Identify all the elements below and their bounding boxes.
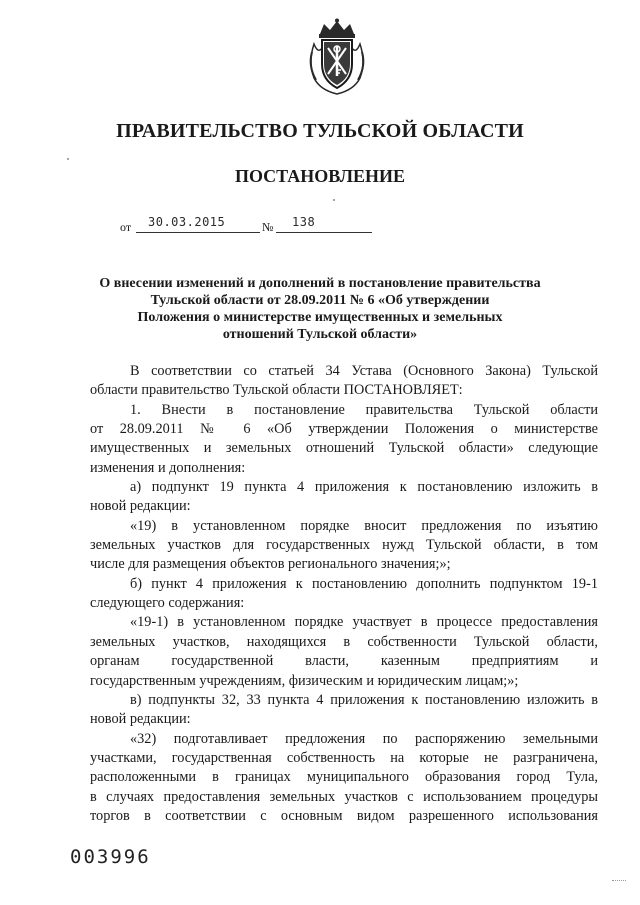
date-from-label: от bbox=[120, 220, 132, 234]
body-line: 1. Внести в постановление правительства Тульской области bbox=[130, 401, 598, 418]
body-line: числе для размещения объектов регионального значения;»; bbox=[90, 556, 451, 573]
body-line: участками, государственная собственность на которые не разграничена, bbox=[90, 749, 598, 766]
body-line: В соответствии со статьей 34 Устава (Основного Закона) Тульской bbox=[130, 363, 598, 379]
subject-line: О внесении изменений и дополнений в постановление правительства bbox=[99, 276, 541, 291]
scan-speck bbox=[67, 158, 69, 160]
body-line: «19) в установленном порядке вносит предложения по изъятию bbox=[130, 517, 598, 534]
body-line: «32) подготавливает предложения по распоряжению земельными bbox=[130, 730, 598, 747]
number-value: 138 bbox=[292, 215, 316, 229]
document-type: ПОСТАНОВЛЕНИЕ bbox=[234, 166, 406, 186]
body-line: новой редакции: bbox=[90, 711, 191, 728]
subject-line: Тульской области от 28.09.2011 № 6 «Об утверждении bbox=[150, 293, 490, 308]
body-line: области правительство Тульской области ПОСТАНОВЛЯЕТ: bbox=[90, 382, 463, 399]
body-line: государственным учреждениям, физическим и юридическим лицам;»; bbox=[90, 672, 519, 689]
number-underline bbox=[276, 232, 372, 233]
date-underline bbox=[136, 232, 260, 233]
body-line: торгов в соответствии с основным видом разрешенного использования bbox=[90, 807, 598, 824]
scan-mark bbox=[612, 880, 626, 882]
tula-coat-of-arms-icon bbox=[306, 18, 368, 96]
body-line: земельных участков для государственных нужд Тульской области, в том bbox=[90, 537, 598, 554]
body-line: расположенными в границах муниципального образования город Тула, bbox=[90, 769, 598, 786]
body-line: земельных участков, находящихся в собственности Тульской области, bbox=[90, 633, 598, 650]
scan-speck bbox=[333, 199, 335, 201]
document-serial-number: 003996 bbox=[70, 846, 151, 868]
body-line: а) подпункт 19 пункта 4 приложения к постановлению изложить в bbox=[130, 479, 598, 496]
body-line: органам государственной власти, казенным предприятиям и bbox=[90, 653, 598, 670]
body-line: в) подпункты 32, 33 пункта 4 приложения к постановлению изложить в bbox=[130, 691, 598, 708]
body-line: новой редакции: bbox=[90, 498, 191, 515]
body-line: от 28.09.2011 № 6 «Об утверждении Положения о министерстве bbox=[90, 421, 598, 438]
number-label: № bbox=[262, 220, 274, 234]
document-body bbox=[90, 362, 598, 826]
document-subject bbox=[96, 275, 544, 343]
body-line: следующего содержания: bbox=[90, 595, 245, 612]
date-value: 30.03.2015 bbox=[148, 215, 226, 229]
subject-line: Положения о министерстве имущественных и земельных bbox=[137, 310, 503, 325]
body-line: «19-1) в установленном порядке участвует в процессе предоставления bbox=[130, 614, 598, 631]
body-line: б) пункт 4 приложения к постановлению дополнить подпунктом 19-1 bbox=[130, 575, 598, 592]
body-line: имущественных и земельных отношений Тульской области» следующие bbox=[90, 440, 598, 457]
subject-line: отношений Тульской области» bbox=[222, 327, 418, 342]
body-line: в случаях предоставления земельных участков с использованием процедуры bbox=[90, 788, 598, 805]
body-line: изменения и дополнения: bbox=[90, 459, 246, 476]
government-title: ПРАВИТЕЛЬСТВО ТУЛЬСКОЙ ОБЛАСТИ bbox=[116, 120, 524, 142]
